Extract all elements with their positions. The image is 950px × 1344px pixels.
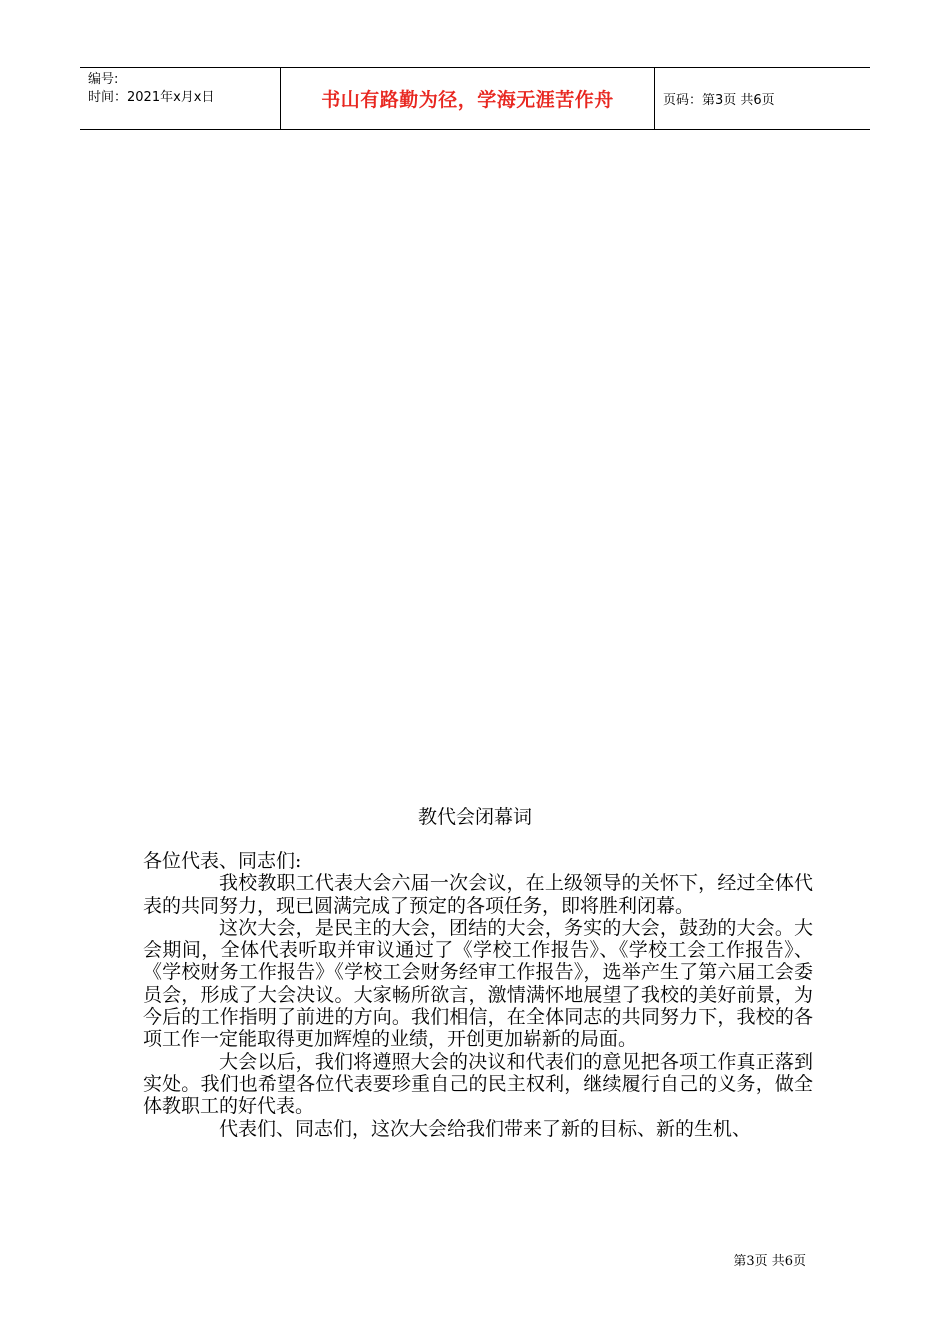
header-motto: 书山有路勤为径，学海无涯苦作舟 [281, 68, 655, 129]
header-page-label: 页码：第3页 共6页 [663, 93, 775, 108]
paragraph-4: 代表们、同志们，这次大会给我们带来了新的目标、新的生机、 [219, 1117, 752, 1140]
paragraph-3: 大会以后，我们将遵照大会的决议和代表们的意见把各项工作真正落到实处。我们也希望各位代表要珍重自己的民主权利，继续履行自己的义务，做全体教职工的好代表。 [143, 1050, 813, 1118]
document-date-label: 时间：2021年x月x日 [88, 90, 215, 105]
document-title: 教代会闭幕词 [417, 806, 532, 828]
document-number-label: 编号: [88, 72, 119, 87]
header-info [80, 68, 281, 129]
salutation: 各位代表、同志们: [143, 850, 302, 872]
page-footer: 第3页 共6页 [733, 1254, 806, 1269]
document-body [143, 850, 813, 1140]
page-header [80, 67, 870, 130]
paragraph-1: 我校教职工代表大会六届一次会议，在上级领导的关怀下，经过全体代表的共同努力，现已圆满完成了预定的各项任务，即将胜利闭幕。 [143, 872, 813, 917]
paragraph-2: 这次大会，是民主的大会，团结的大会，务实的大会，鼓劲的大会。大会期间，全体代表听取并审议通过了《学校工作报告》、《学校工会工作报告》、《学校财务工作报告》《学校工会财务经审工作报告》，选举产生了第六届工会委员会，形成了大会决议。大家畅所欲言，激情满怀地展望了我校的美好前景，为今后的工作指明了前进的方向。我们相信，在全体同志的共同努力下，我校的各项工作一定能取得更加辉煌的业绩，开创更加崭新的局面。 [143, 916, 813, 1051]
